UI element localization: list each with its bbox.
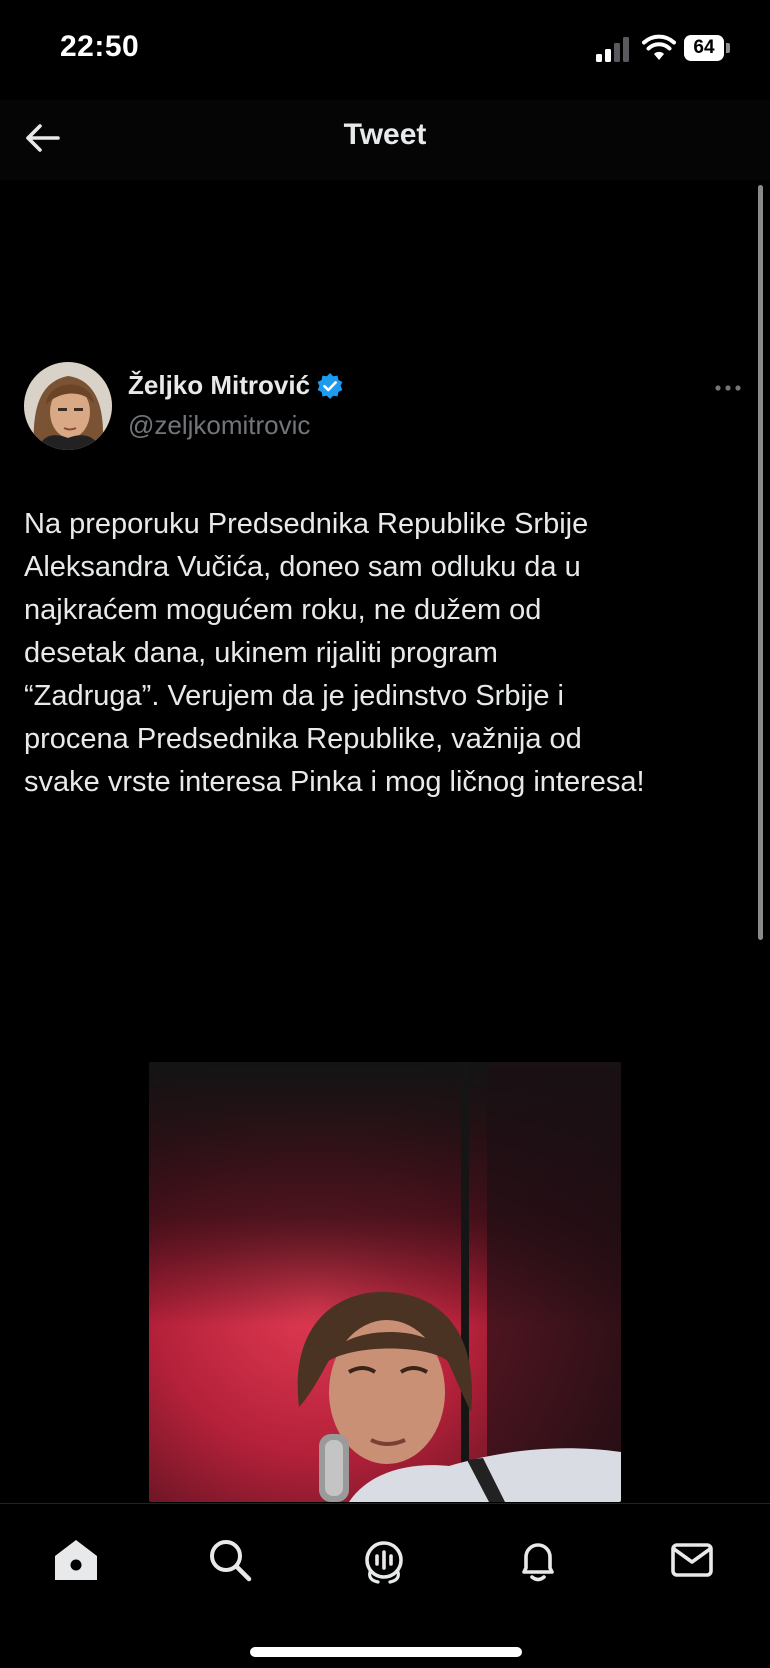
author-handle[interactable]: @zeljkomitrovic	[128, 410, 311, 440]
tweet-media-photo[interactable]	[149, 1062, 621, 1502]
cellular-signal-icon	[596, 36, 632, 62]
bottom-navigation	[0, 1503, 770, 1668]
tweet-text: Na preporuku Predsednika Republike Srbije Aleksandra Vučića, doneo sam odluku da u najkraćem mogućem roku, ne dužem od desetak dana, ukinem rijaliti program “Zadruga”. Verujem da je jedinstvo Srbije i procena Predsednika Republike, važnija od svake vrste interesa Pinka i mog ličnog interesa!	[24, 508, 645, 798]
more-options-icon[interactable]	[712, 372, 744, 404]
home-indicator[interactable]	[250, 1647, 522, 1657]
header	[0, 100, 770, 180]
wifi-icon	[642, 34, 676, 62]
author-name[interactable]: Željko Mitrović	[128, 370, 311, 400]
home-icon[interactable]	[48, 1532, 104, 1588]
spaces-icon[interactable]	[356, 1532, 412, 1588]
battery-indicator	[684, 35, 730, 61]
envelope-icon[interactable]	[664, 1532, 720, 1588]
battery-level: 64	[684, 35, 724, 61]
battery-cap	[726, 43, 730, 53]
avatar-image	[24, 362, 112, 450]
photo-image	[149, 1062, 621, 1502]
scrollbar[interactable]	[758, 185, 763, 940]
author-name-row[interactable]	[128, 370, 344, 401]
page-title: Tweet	[343, 118, 427, 151]
status-bar	[0, 0, 770, 100]
verified-badge-icon[interactable]	[316, 372, 344, 400]
bell-icon[interactable]	[510, 1532, 566, 1588]
avatar[interactable]	[24, 362, 112, 450]
search-icon[interactable]	[202, 1532, 258, 1588]
status-time: 22:50	[60, 30, 140, 63]
